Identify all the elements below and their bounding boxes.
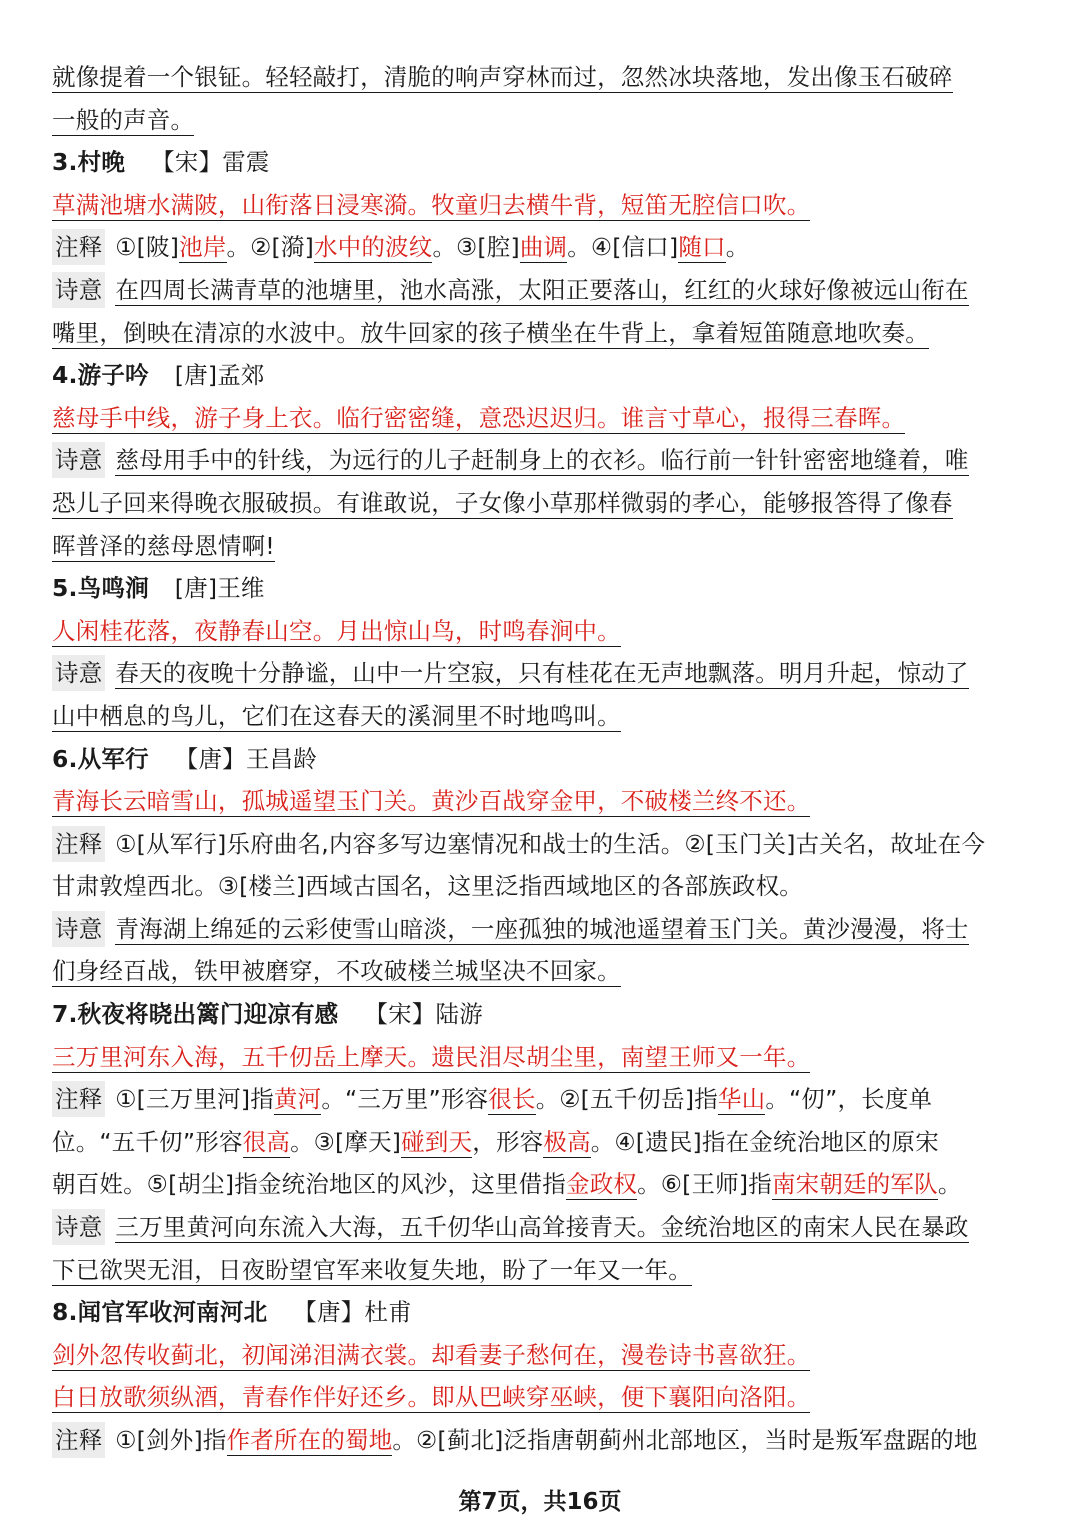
text-line (52, 1334, 1032, 1377)
text-line (52, 1036, 1032, 1079)
red-underlined-text: 草满池塘水满陂，山衔落日浸寒漪。牧童归去横牛背，短笛无腔信口吹。 (52, 190, 811, 219)
underlined-text: 嘴里，倒映在清凉的水波中。放牛回家的孩子横坐在牛背上，拿着短笛随意地吹奏。 (52, 318, 929, 347)
text-line (52, 950, 1032, 993)
red-underlined-text: 白日放歌须纵酒，青春作伴好还乡。即从巴峡穿巫峡，便下襄阳向洛阳。 (52, 1383, 811, 1412)
text: 。④[遗民]指在金统治地区的原宋 (590, 1127, 939, 1156)
text: 【唐】王昌龄 (174, 744, 317, 773)
red-underlined-text: 华山 (717, 1085, 766, 1114)
red-underlined-text: 池岸 (179, 233, 227, 262)
document-body (52, 56, 1032, 1462)
text-line (52, 482, 1032, 525)
label-tag: 注释 (52, 1422, 105, 1458)
underlined-text: 们身经百战，铁甲被磨穿，不攻破楼兰城坚决不回家。 (52, 957, 621, 986)
section-title: 3.村晚 (52, 148, 126, 177)
text-line (52, 1419, 1032, 1462)
text-line (52, 1206, 1032, 1249)
text-line (52, 312, 1032, 355)
page-number: 第7页，共16页 (458, 1489, 622, 1515)
text-line (52, 56, 1032, 99)
text-line (52, 269, 1032, 312)
text: 【宋】陆游 (364, 1000, 483, 1029)
red-underlined-text: 作者所在的蜀地 (226, 1426, 393, 1454)
text: ①[剑外]指 (115, 1426, 227, 1454)
underlined-text: 在四周长满青草的池塘里，池水高涨，太阳正要落山，红红的火球好像被远山衔在 (115, 275, 969, 304)
text-line (52, 823, 1032, 866)
underlined-text: 晖普泽的慈母恩情啊! (52, 531, 275, 560)
underlined-text: 春天的夜晚十分静谧，山中一片空寂，只有桂花在无声地飘落。明月升起，惊动了 (115, 659, 969, 688)
section-title: 4.游子吟 (52, 361, 149, 390)
text: 。⑥[王师]指 (637, 1170, 772, 1199)
red-underlined-text: 黄河 (273, 1085, 322, 1114)
text-line (52, 354, 1032, 397)
text-line (52, 226, 1032, 269)
underlined-text: 三万里黄河向东流入大海，五千仞华山高耸接青天。金统治地区的南宋人民在暴政 (115, 1213, 969, 1242)
label-tag: 注释 (52, 826, 105, 862)
red-underlined-text: 慈母手中线，游子身上衣。临行密密缝，意恐迟迟归。谁言寸草心，报得三春晖。 (52, 403, 906, 432)
label-tag: 诗意 (52, 272, 105, 308)
text-line (52, 865, 1032, 908)
underlined-text: 下已欲哭无泪，日夜盼望官军来收复失地，盼了一年又一年。 (52, 1255, 692, 1284)
text-line (52, 567, 1032, 610)
label-tag: 注释 (52, 1081, 105, 1117)
section-title: 6.从军行 (52, 744, 149, 773)
underlined-text: 青海湖上绵延的云彩使雪山暗淡，一座孤独的城池遥望着玉门关。黄沙漫漫，将士 (115, 914, 969, 943)
text: [唐]王维 (174, 574, 265, 603)
underlined-text: 恐儿子回来得晚衣服破损。有谁敢说，子女像小草那样微弱的孝心，能够报答得了像春 (52, 488, 953, 517)
text-line (52, 397, 1032, 440)
label-tag: 注释 (52, 229, 105, 265)
text: 位。“五千仞”形容 (52, 1127, 243, 1156)
text-line (52, 695, 1032, 738)
text: ①[陂] (115, 233, 180, 262)
text-line (52, 1291, 1032, 1334)
text-line (52, 439, 1032, 482)
red-underlined-text: 很高 (242, 1127, 291, 1156)
text: 。②[蓟北]泛指唐朝蓟州北部地区，当时是叛军盘踞的地 (392, 1426, 978, 1454)
text-line (52, 141, 1032, 184)
text: 甘肃敦煌西北。③[楼兰]西域古国名，这里泛指西域地区的各部族政权。 (52, 872, 804, 901)
text-line (52, 993, 1032, 1036)
text-line (52, 99, 1032, 142)
text-line (52, 610, 1032, 653)
text-line (52, 652, 1032, 695)
text-line (52, 525, 1032, 568)
text-line (52, 780, 1032, 823)
text: 【宋】雷震 (151, 148, 270, 177)
text: 。②[漪] (226, 233, 314, 262)
text: 。④[信口] (567, 233, 679, 262)
label-tag: 诗意 (52, 1209, 105, 1245)
text: 。③[摩天] (290, 1127, 402, 1156)
underlined-text: 慈母用手中的针线，为远行的儿子赶制身上的衣衫。临行前一针针密密地缝着，唯 (115, 446, 969, 475)
label-tag: 诗意 (52, 442, 105, 478)
text: 。“仞”，长度单 (765, 1085, 933, 1114)
text: ①[三万里河]指 (115, 1085, 274, 1114)
red-underlined-text: 南宋朝廷的军队 (771, 1170, 938, 1199)
section-title: 5.鸟鸣涧 (52, 574, 149, 603)
red-underlined-text: 青海长云暗雪山，孤城遥望玉门关。黄沙百战穿金甲，不破楼兰终不还。 (52, 787, 811, 816)
text: 。 (725, 233, 750, 262)
red-underlined-text: 剑外忽传收蓟北，初闻涕泪满衣裳。却看妻子愁何在，漫卷诗书喜欲狂。 (52, 1340, 811, 1369)
red-underlined-text: 碰到天 (401, 1127, 473, 1156)
text: 。③[腔] (432, 233, 520, 262)
red-underlined-text: 极高 (543, 1127, 591, 1156)
red-underlined-text: 曲调 (519, 233, 568, 262)
red-underlined-text: 水中的波纹 (313, 233, 433, 262)
section-title: 7.秋夜将晓出篱门迎凉有感 (52, 1000, 339, 1029)
red-underlined-text: 人闲桂花落，夜静春山空。月出惊山鸟，时鸣春涧中。 (52, 616, 621, 645)
text: 【唐】杜甫 (293, 1298, 412, 1327)
text-line (52, 1078, 1032, 1121)
underlined-text: 一般的声音。 (52, 105, 195, 134)
label-tag: 诗意 (52, 911, 105, 947)
text-line (52, 738, 1032, 781)
text-line (52, 1163, 1032, 1206)
underlined-text: 就像提着一个银钲。轻轻敲打，清脆的响声穿林而过，忽然冰块落地，发出像玉石破碎 (52, 63, 953, 91)
text-line (52, 908, 1032, 951)
text: [唐]孟郊 (174, 361, 265, 390)
text: 。②[五千仞岳]指 (535, 1085, 718, 1114)
text-line (52, 184, 1032, 227)
text: 。“三万里”形容 (321, 1085, 489, 1114)
text: ①[从军行]乐府曲名,内容多写边塞情况和战士的生活。②[玉门关]古关名，故址在今 (115, 829, 986, 858)
text-line (52, 1249, 1032, 1292)
text: 朝百姓。⑤[胡尘]指金统治地区的风沙，这里借指 (52, 1170, 567, 1199)
section-title: 8.闻官军收河南河北 (52, 1298, 268, 1327)
text-line (52, 1121, 1032, 1164)
text: ，形容 (472, 1127, 544, 1156)
red-underlined-text: 很长 (488, 1085, 536, 1114)
red-underlined-text: 随口 (678, 233, 726, 262)
text-line (52, 1376, 1032, 1419)
label-tag: 诗意 (52, 655, 105, 691)
text: 。 (937, 1170, 962, 1199)
red-underlined-text: 金政权 (566, 1170, 638, 1199)
red-underlined-text: 三万里河东入海，五千仞岳上摩天。遗民泪尽胡尘里，南望王师又一年。 (52, 1042, 811, 1071)
underlined-text: 山中栖息的鸟儿，它们在这春天的溪洞里不时地鸣叫。 (52, 701, 621, 730)
